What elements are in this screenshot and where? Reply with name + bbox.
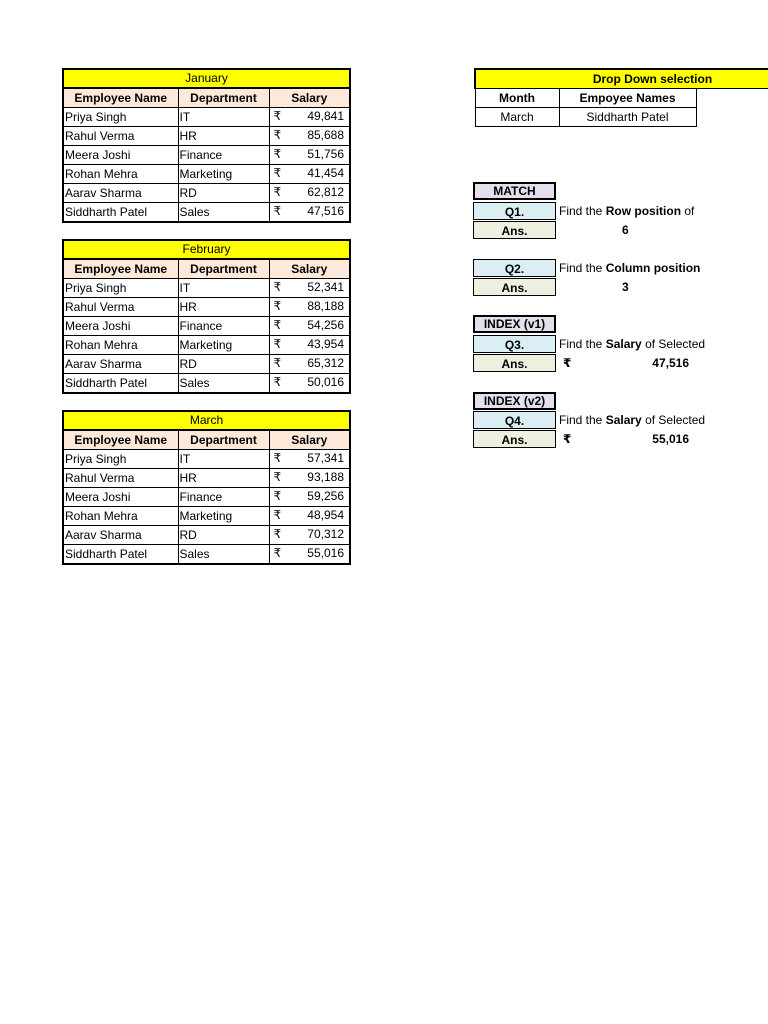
salary-cell[interactable]: [269, 298, 350, 317]
q4-text-bold: Salary: [605, 413, 642, 427]
q3-answer-amount: 47,516: [652, 356, 689, 370]
salary-amount: 49,841: [307, 109, 345, 123]
table-row: [63, 336, 350, 355]
rupee-symbol: ₹: [273, 280, 282, 294]
rupee-symbol: ₹: [273, 109, 282, 123]
salary-amount: 62,812: [307, 185, 345, 199]
rupee-symbol: ₹: [563, 356, 572, 370]
salary-cell[interactable]: [269, 355, 350, 374]
salary-cell[interactable]: [269, 184, 350, 203]
employee-name-cell[interactable]: Aarav Sharma: [63, 526, 178, 545]
match-section-label: MATCH: [473, 182, 556, 200]
q2-text: [559, 259, 768, 277]
department-cell[interactable]: HR: [178, 127, 269, 146]
salary-cell[interactable]: [269, 545, 350, 565]
q2-label: Q2.: [473, 259, 556, 277]
salary-amount: 47,516: [307, 204, 345, 218]
employee-name-cell[interactable]: Rahul Verma: [63, 127, 178, 146]
q3-text-post: of Selected: [641, 337, 706, 351]
rupee-symbol: ₹: [273, 546, 282, 560]
q3-answer[interactable]: [559, 354, 695, 372]
table-row: [63, 108, 350, 127]
salary-amount: 70,312: [307, 527, 344, 541]
q2-text-pre: Find the: [559, 261, 606, 275]
q3-ans-label: Ans.: [473, 354, 556, 372]
employee-name-cell[interactable]: Aarav Sharma: [63, 355, 178, 374]
salary-cell[interactable]: [269, 450, 350, 469]
table-row: [63, 146, 350, 165]
month-title: January: [63, 69, 350, 88]
salary-header: Salary: [269, 259, 350, 279]
index-v1-section-label: INDEX (v1): [473, 315, 556, 333]
month-dropdown[interactable]: March: [475, 108, 559, 127]
table-row: [63, 279, 350, 298]
salary-amount: 52,341: [307, 280, 345, 294]
department-cell[interactable]: Finance: [178, 146, 269, 165]
department-cell[interactable]: Finance: [178, 488, 269, 507]
employee-name-cell[interactable]: Rahul Verma: [63, 298, 178, 317]
salary-cell[interactable]: [269, 374, 350, 394]
rupee-symbol: ₹: [273, 489, 282, 503]
q1-text-bold: Row position: [605, 204, 682, 218]
q1-text: [559, 202, 768, 220]
salary-amount: 55,016: [307, 546, 344, 560]
blank-cell: [696, 89, 768, 108]
q1-text-post: of: [681, 204, 695, 218]
q1-text-pre: Find the: [559, 204, 606, 218]
salary-cell[interactable]: [269, 488, 350, 507]
department-cell[interactable]: Sales: [178, 203, 269, 223]
employee-name-header: Employee Name: [63, 88, 178, 108]
rupee-symbol: ₹: [273, 128, 282, 142]
rupee-symbol: ₹: [273, 527, 282, 541]
rupee-symbol: ₹: [273, 508, 282, 522]
rupee-symbol: ₹: [273, 166, 282, 180]
february-table: [62, 239, 351, 394]
department-cell[interactable]: Marketing: [178, 336, 269, 355]
q4-text: [559, 411, 768, 429]
employee-name-cell[interactable]: Meera Joshi: [63, 317, 178, 336]
rupee-symbol: ₹: [273, 318, 282, 332]
q4-label: Q4.: [473, 411, 556, 429]
table-row: [63, 317, 350, 336]
employee-name-cell[interactable]: Priya Singh: [63, 108, 178, 127]
department-header: Department: [178, 430, 269, 450]
employee-name-dropdown[interactable]: Siddharth Patel: [559, 108, 696, 127]
table-row: [63, 298, 350, 317]
salary-cell[interactable]: [269, 279, 350, 298]
blank-cell: [696, 108, 768, 127]
q4-ans-label: Ans.: [473, 430, 556, 448]
department-cell[interactable]: HR: [178, 298, 269, 317]
department-cell[interactable]: Sales: [178, 374, 269, 394]
table-row: [63, 507, 350, 526]
department-cell[interactable]: HR: [178, 469, 269, 488]
salary-amount: 54,256: [307, 318, 345, 332]
salary-amount: 43,954: [307, 337, 345, 351]
salary-amount: 48,954: [307, 508, 344, 522]
month-header: Month: [475, 89, 559, 108]
salary-cell[interactable]: [269, 127, 350, 146]
q3-text-bold: Salary: [605, 337, 642, 351]
rupee-symbol: ₹: [273, 356, 282, 370]
salary-cell[interactable]: [269, 507, 350, 526]
department-header: Department: [178, 259, 269, 279]
employee-name-cell[interactable]: Meera Joshi: [63, 146, 178, 165]
employee-name-cell[interactable]: Siddharth Patel: [63, 545, 178, 565]
q2-text-bold: Column position: [605, 261, 701, 275]
table-row: [63, 203, 350, 223]
q2-answer[interactable]: 3: [622, 280, 629, 294]
salary-amount: 88,188: [307, 299, 345, 313]
q4-text-pre: Find the: [559, 413, 606, 427]
table-row: [63, 450, 350, 469]
department-cell[interactable]: Marketing: [178, 507, 269, 526]
department-cell[interactable]: RD: [178, 526, 269, 545]
employee-name-header: Employee Name: [63, 430, 178, 450]
salary-header: Salary: [269, 430, 350, 450]
rupee-symbol: ₹: [563, 432, 572, 446]
q1-answer[interactable]: 6: [622, 223, 629, 237]
rupee-symbol: ₹: [273, 470, 282, 484]
department-cell[interactable]: IT: [178, 108, 269, 127]
employee-name-cell[interactable]: Rohan Mehra: [63, 507, 178, 526]
table-row: [63, 184, 350, 203]
salary-cell[interactable]: [269, 146, 350, 165]
employee-name-cell[interactable]: Siddharth Patel: [63, 374, 178, 394]
q3-text-pre: Find the: [559, 337, 606, 351]
q3-label: Q3.: [473, 335, 556, 353]
employee-name-header: Employee Name: [63, 259, 178, 279]
department-cell[interactable]: RD: [178, 355, 269, 374]
department-cell[interactable]: Sales: [178, 545, 269, 565]
salary-amount: 57,341: [307, 451, 344, 465]
q1-label: Q1.: [473, 202, 556, 220]
employee-name-cell[interactable]: Siddharth Patel: [63, 203, 178, 223]
employee-name-cell[interactable]: Priya Singh: [63, 279, 178, 298]
employee-name-cell[interactable]: Aarav Sharma: [63, 184, 178, 203]
salary-cell[interactable]: [269, 108, 350, 127]
rupee-symbol: ₹: [273, 185, 282, 199]
salary-cell[interactable]: [269, 203, 350, 223]
salary-amount: 65,312: [307, 356, 345, 370]
q4-answer[interactable]: [559, 430, 695, 448]
salary-amount: 59,256: [307, 489, 344, 503]
salary-cell[interactable]: [269, 317, 350, 336]
salary-cell[interactable]: [269, 526, 350, 545]
table-row: [63, 545, 350, 565]
salary-cell[interactable]: [269, 336, 350, 355]
salary-header: Salary: [269, 88, 350, 108]
table-row: [63, 488, 350, 507]
department-cell[interactable]: IT: [178, 450, 269, 469]
employee-name-cell[interactable]: Rohan Mehra: [63, 336, 178, 355]
salary-cell[interactable]: [269, 165, 350, 184]
january-table: [62, 68, 351, 223]
department-header: Department: [178, 88, 269, 108]
employee-name-cell[interactable]: Priya Singh: [63, 450, 178, 469]
employee-names-header: Empoyee Names: [559, 89, 696, 108]
index-v2-section-label: INDEX (v2): [473, 392, 556, 410]
department-cell[interactable]: RD: [178, 184, 269, 203]
rupee-symbol: ₹: [273, 337, 282, 351]
salary-cell[interactable]: [269, 469, 350, 488]
march-table: [62, 410, 351, 565]
dropdown-selection-table: [474, 68, 768, 127]
rupee-symbol: ₹: [273, 451, 282, 465]
month-title: March: [63, 411, 350, 430]
q1-ans-label: Ans.: [473, 221, 556, 239]
q3-text: [559, 335, 768, 353]
salary-amount: 85,688: [307, 128, 345, 142]
salary-amount: 41,454: [307, 166, 345, 180]
table-row: [63, 355, 350, 374]
employee-name-cell[interactable]: Rohan Mehra: [63, 165, 178, 184]
table-row: [63, 374, 350, 394]
q4-text-post: of Selected: [641, 413, 706, 427]
department-cell[interactable]: Finance: [178, 317, 269, 336]
table-row: [63, 526, 350, 545]
rupee-symbol: ₹: [273, 375, 282, 389]
table-row: [63, 165, 350, 184]
salary-amount: 51,756: [307, 147, 345, 161]
rupee-symbol: ₹: [273, 147, 282, 161]
department-cell[interactable]: Marketing: [178, 165, 269, 184]
month-title: February: [63, 240, 350, 259]
salary-amount: 50,016: [307, 375, 345, 389]
table-row: [63, 469, 350, 488]
department-cell[interactable]: IT: [178, 279, 269, 298]
rupee-symbol: ₹: [273, 299, 282, 313]
q2-ans-label: Ans.: [473, 278, 556, 296]
dropdown-title: Drop Down selection: [475, 69, 768, 89]
salary-amount: 93,188: [307, 470, 344, 484]
q4-answer-amount: 55,016: [652, 432, 689, 446]
employee-name-cell[interactable]: Meera Joshi: [63, 488, 178, 507]
rupee-symbol: ₹: [273, 204, 282, 218]
table-row: [63, 127, 350, 146]
employee-name-cell[interactable]: Rahul Verma: [63, 469, 178, 488]
